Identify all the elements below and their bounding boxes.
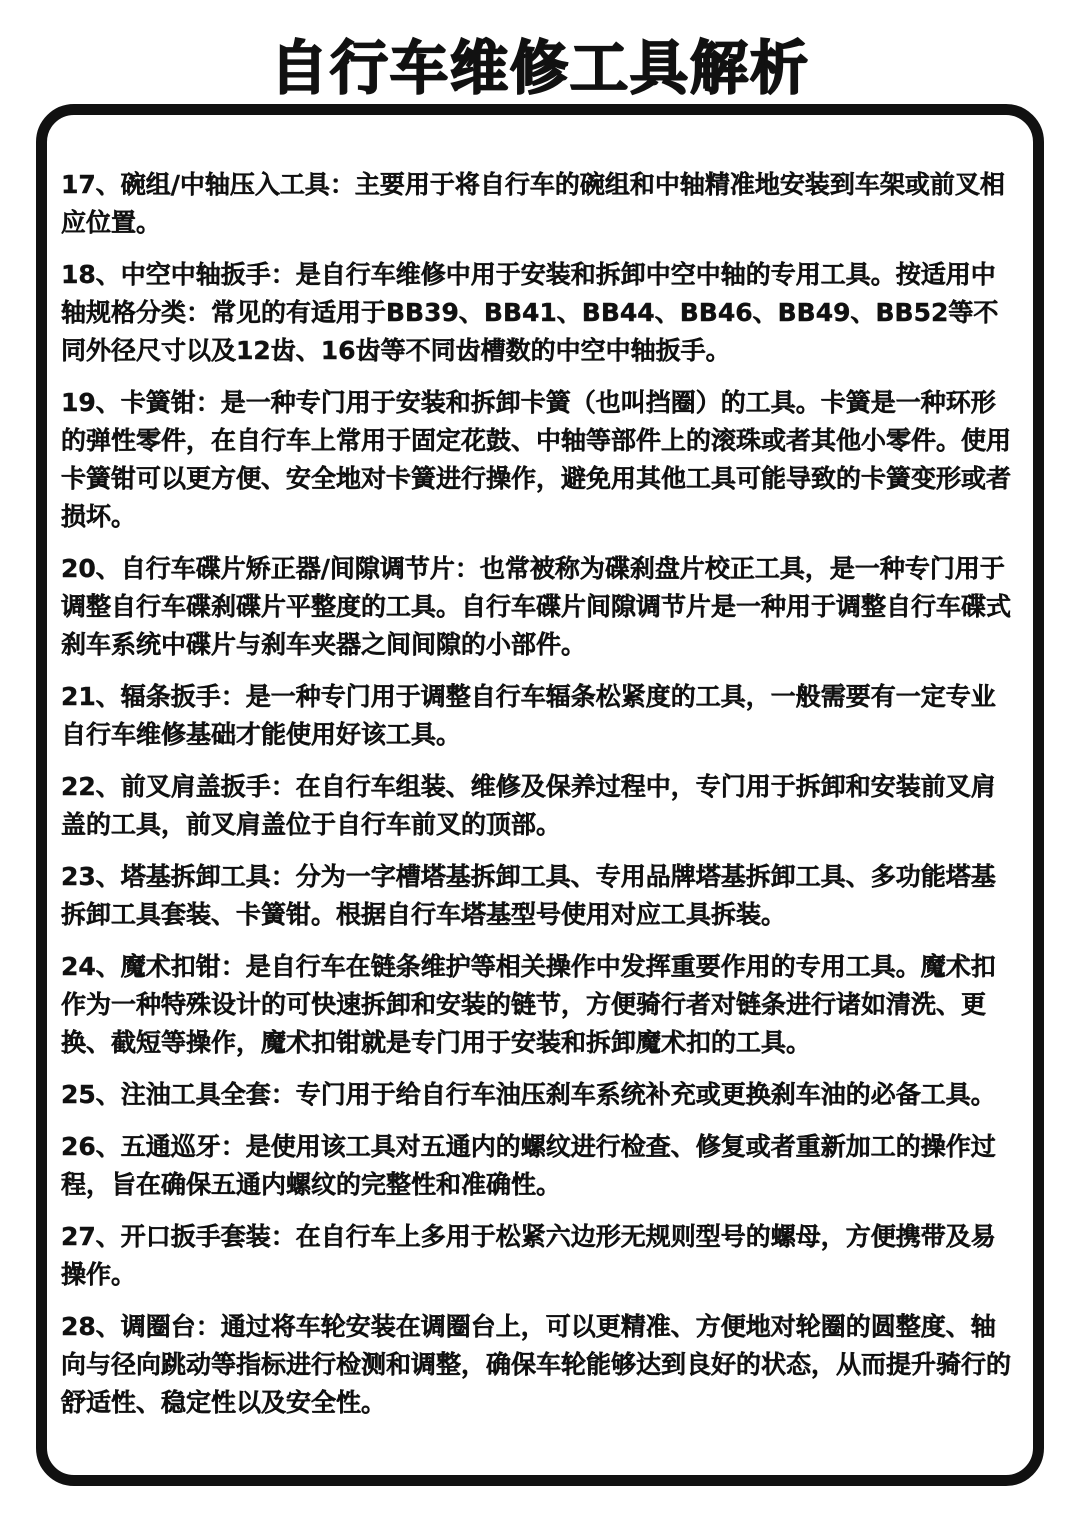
entry-25-bleed-kit: 25、注油工具全套：专门用于给自行车油压刹车系统补充或更换刹车油的必备工具。 [61,1080,996,1109]
entry-21-spoke-wrench: 21、辐条扳手：是一种专门用于调整自行车辐条松紧度的工具，一般需要有一定专业自行车维修基础才能使用好该工具。 [61,682,996,749]
content-frame [36,104,1044,1486]
entry-19-circlip-pliers: 19、卡簧钳：是一种专门用于安装和拆卸卡簧（也叫挡圈）的工具。卡簧是一种环形的弹性零件，在自行车上常用于固定花鼓、中轴等部件上的滚珠或者其他小零件。使用卡簧钳可以更方便、安全地对卡簧进行操作，避免用其他工具可能导致的卡簧变形或者损坏。 [61,388,1012,531]
entry-23-cassette-tool: 23、塔基拆卸工具：分为一字槽塔基拆卸工具、专用品牌塔基拆卸工具、多功能塔基拆卸工具套装、卡簧钳。根据自行车塔基型号使用对应工具拆装。 [61,862,996,929]
entry-17-hub-press: 17、碗组/中轴压入工具：主要用于将自行车的碗组和中轴精准地安装到车架或前叉相应位置。 [61,170,1005,237]
entry-18-bb-wrench: 18、中空中轴扳手：是自行车维修中用于安装和拆卸中空中轴的专用工具。按适用中轴规格分类：常见的有适用于BB39、BB41、BB44、BB46、BB49、BB52等不同外径尺寸以及12齿、16齿等不同齿槽数的中空中轴扳手。 [61,260,999,365]
page-title: 自行车维修工具解析 [269,34,810,102]
entry-27-open-wrench-set: 27、开口扳手套装：在自行车上多用于松紧六边形无规则型号的螺母，方便携带及易操作。 [61,1222,996,1289]
entry-26-bb-tap: 26、五通巡牙：是使用该工具对五通内的螺纹进行检查、修复或者重新加工的操作过程，旨在确保五通内螺纹的完整性和准确性。 [61,1132,996,1199]
entry-20-rotor-truing: 20、自行车碟片矫正器/间隙调节片：也常被称为碟刹盘片校正工具，是一种专门用于调整自行车碟刹碟片平整度的工具。自行车碟片间隙调节片是一种用于调整自行车碟式刹车系统中碟片与刹车夹器之间间隙的小部件。 [61,554,1012,659]
entry-list [61,166,1019,1436]
entry-22-fork-crown-wrench: 22、前叉肩盖扳手：在自行车组装、维修及保养过程中，专门用于拆卸和安装前叉肩盖的工具，前叉肩盖位于自行车前叉的顶部。 [61,772,996,839]
entry-24-master-link-pliers: 24、魔术扣钳：是自行车在链条维护等相关操作中发挥重要作用的专用工具。魔术扣作为一种特殊设计的可快速拆卸和安装的链节，方便骑行者对链条进行诸如清洗、更换、截短等操作，魔术扣钳就是专门用于安装和拆卸魔术扣的工具。 [61,952,996,1057]
entry-28-truing-stand: 28、调圈台：通过将车轮安装在调圈台上，可以更精准、方便地对轮圈的圆整度、轴向与径向跳动等指标进行检测和调整，确保车轮能够达到良好的状态，从而提升骑行的舒适性、稳定性以及安全性。 [61,1312,1012,1417]
